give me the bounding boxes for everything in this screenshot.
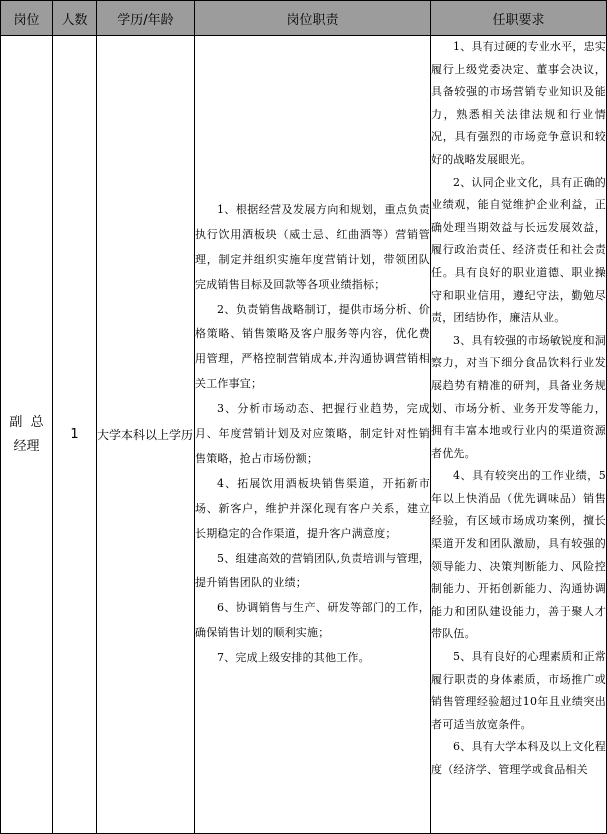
education-cell: 大学本科以上学历 xyxy=(97,36,195,834)
duty-item: 6、协调销售与生产、研发等部门的工作，确保销售计划的顺利实施； xyxy=(195,601,430,640)
header-education-age: 学历/年龄 xyxy=(97,1,195,36)
duty-item: 2、负责销售战略制订，提供市场分析、价格策略、销售策略及客户服务等内容，优化费用管理，严格控制营销成本,并沟通协调营销相关工作事宜； xyxy=(195,302,430,391)
position-cell xyxy=(1,36,53,834)
headcount-cell: 1 xyxy=(53,36,97,834)
header-duties: 岗位职责 xyxy=(195,1,431,36)
requirement-item: 1、具有过硬的专业水平，忠实履行上级党委决定、董事会决议，具备较强的市场营销专业知识及能力，熟悉相关法律法规和行业情况，具有强烈的市场竞争意识和较好的战略发展眼光。 xyxy=(431,40,606,166)
duty-item: 3、分析市场动态、把握行业趋势，完成月、年度营销计划及对应策略，制定针对性销售策略，抢占市场份额； xyxy=(195,402,430,465)
duty-item: 1、根据经营及发展方向和规划，重点负责执行饮用酒板块（威士忌、红曲酒等）营销管理，制定并组织实施年度营销计划，带领团队完成销售目标及回款等各项业绩指标； xyxy=(195,202,430,291)
table-header-row xyxy=(1,1,607,36)
header-position: 岗位 xyxy=(1,1,53,36)
requirement-item: 3、具有较强的市场敏锐度和洞察力，对当下细分食品饮料行业发展趋势有精准的研判，具备业务规划、市场分析、业务开发等能力，拥有丰富本地或行业内的渠道资源者优先。 xyxy=(431,333,606,460)
requirement-item: 6、具有大学本科及以上文化程度（经济学、管理学或食品相关 xyxy=(431,740,606,776)
position-name-line2: 经理 xyxy=(13,438,40,454)
position-name-line1: 副 总 xyxy=(9,414,44,430)
header-requirements: 任职要求 xyxy=(431,1,607,36)
duty-item: 7、完成上级安排的其他工作。 xyxy=(217,651,370,665)
requirement-item: 2、认同企业文化，具有正确的业绩观，能自觉维护企业利益，正确处理当期效益与长远发展效益，履行政治责任、经济责任和社会责任。具有良好的职业道德、职业操守和职业信用，遵纪守法，勤勉尽责，团结协作，廉洁从业。 xyxy=(431,175,606,325)
duties-cell xyxy=(195,36,431,834)
header-count: 人数 xyxy=(53,1,97,36)
duty-item: 4、拓展饮用酒板块销售渠道，开拓新市场、新客户，维护并深化现有客户关系，建立长期稳定的合作渠道，提升客户满意度； xyxy=(195,476,430,540)
requirements-cell xyxy=(431,36,607,834)
requirement-item: 4、具有较突出的工作业绩，5年以上快消品（优先调味品）销售经验，有区域市场成功案例，擅长渠道开发和团队激励，具有较强的领导能力、决策判断能力、风险控制能力、开拓创新能力、沟通协调能力和团队建设能力，善于聚人才带队伍。 xyxy=(431,469,606,641)
requirement-item: 5、具有良好的心理素质和正常履行职责的身体素质，市场推广或销售管理经验超过10年且业绩突出者可适当放宽条件。 xyxy=(431,650,606,731)
table-row xyxy=(1,36,607,834)
duty-item: 5、组建高效的营销团队,负责培训与管理，提升销售团队的业绩； xyxy=(195,551,430,590)
